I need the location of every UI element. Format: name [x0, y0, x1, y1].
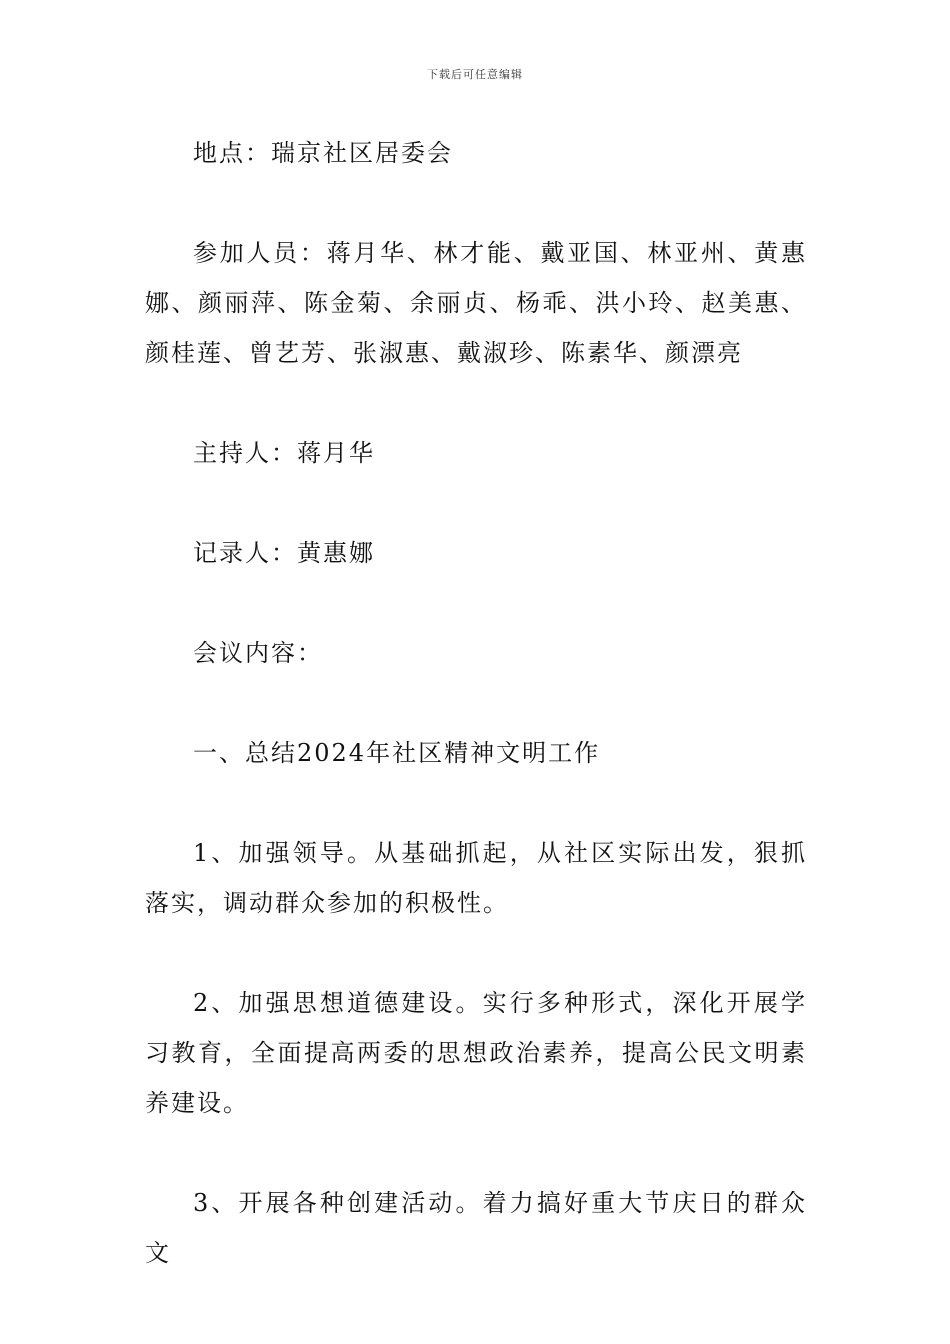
item-2-paragraph: 2、加强思想道德建设。实行多种形式，深化开展学习教育，全面提高两委的思想政治素养，提高公民文明素养建设。 [145, 989, 807, 1117]
item-1-paragraph: 1、加强领导。从基础抓起，从社区实际出发，狠抓落实，调动群众参加的积极性。 [145, 839, 807, 917]
recorder-paragraph: 记录人：黄惠娜 [193, 539, 375, 567]
item-3-paragraph: 3、开展各种创建活动。着力搞好重大节庆日的群众文 [145, 1189, 807, 1267]
header-note: 下载后可任意编辑 [427, 68, 523, 81]
content-heading: 会议内容： [193, 639, 323, 667]
location-paragraph: 地点：瑞京社区居委会 [193, 139, 453, 167]
host-paragraph: 主持人：蒋月华 [193, 439, 375, 467]
participants-paragraph: 参加人员：蒋月华、林才能、戴亚国、林亚州、黄惠娜、颜丽萍、陈金菊、余丽贞、杨乖、洪小玲、赵美惠、颜桂莲、曾艺芳、张淑惠、戴淑珍、陈素华、颜漂亮 [145, 239, 807, 367]
document-body [145, 128, 807, 1278]
section-one-heading: 一、总结2024年社区精神文明工作 [193, 739, 601, 767]
